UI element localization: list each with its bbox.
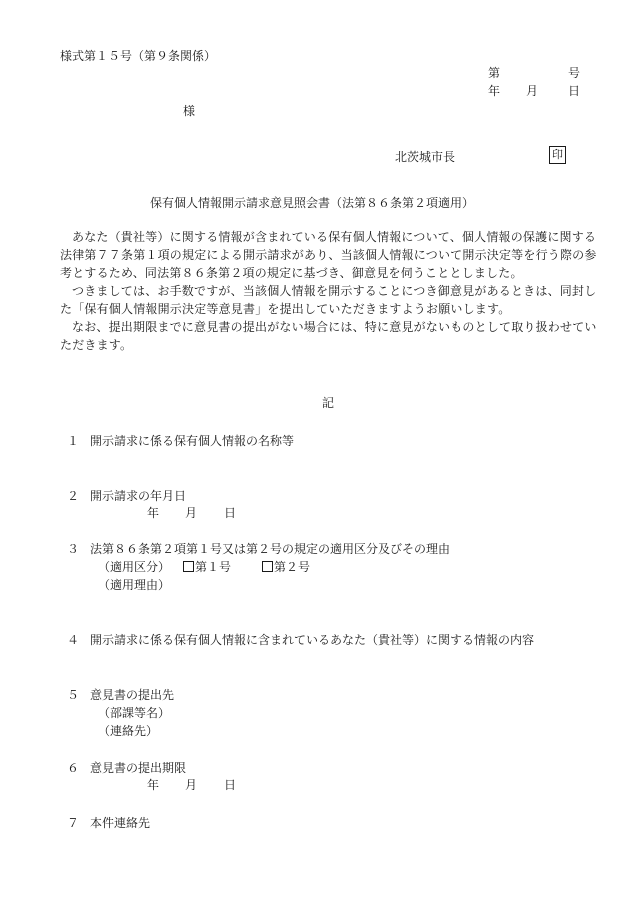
issuer-name: 北茨城市長 xyxy=(395,150,456,164)
body-paragraph: なお、提出期限までに意見書の提出がない場合には、特に意見がないものとして取り扱わせていただきます。 xyxy=(60,320,597,352)
document-number-prefix: 第 xyxy=(488,66,501,80)
item-number: ５ xyxy=(67,688,80,702)
item-number: ６ xyxy=(67,761,80,775)
option-item-2-label: 第２号 xyxy=(274,560,311,574)
deadline-month-label: 月 xyxy=(185,778,198,792)
body-text xyxy=(60,228,600,354)
option-item-1[interactable] xyxy=(183,558,231,576)
item-number: ７ xyxy=(67,816,80,830)
document-number-suffix: 号 xyxy=(568,66,581,80)
item-label-submission-destination: 意見書の提出先 xyxy=(90,688,175,702)
issue-date-year-label: 年 xyxy=(488,84,501,98)
item-number: ４ xyxy=(67,633,80,647)
body-paragraph: あなた（貴社等）に関する情報が含まれている保有個人情報について、個人情報の保護に関する法律第７７条第１項の規定による開示請求があり、当該個人情報について開示決定等を行う際の参考とするため、同法第８６条第２項の規定に基づき、御意見を伺うこととしました。 xyxy=(60,230,597,280)
ki-heading: 記 xyxy=(322,396,335,410)
seal-stamp-icon: 印 xyxy=(549,146,566,164)
item-label-applicable-category: 法第８６条第２項第１号又は第２号の規定の適用区分及びその理由 xyxy=(90,542,451,556)
item-number: ２ xyxy=(67,489,80,503)
option-item-1-label: 第１号 xyxy=(195,560,232,574)
contact-label: （連絡先） xyxy=(98,724,159,738)
request-date-year-label: 年 xyxy=(147,506,160,520)
document-title: 保有個人情報開示請求意見照会書（法第８６条第２項適用） xyxy=(150,196,475,210)
checkbox-icon[interactable] xyxy=(262,561,273,572)
item-number: １ xyxy=(67,434,80,448)
applicable-reason-label: （適用理由） xyxy=(98,578,171,592)
item-label-request-date: 開示請求の年月日 xyxy=(90,489,187,503)
request-date-day-label: 日 xyxy=(224,506,237,520)
item-label-contact: 本件連絡先 xyxy=(90,816,151,830)
item-label-request-info-name: 開示請求に係る保有個人情報の名称等 xyxy=(90,434,295,448)
applicable-category-label: （適用区分） xyxy=(98,560,171,574)
addressee-suffix: 様 xyxy=(183,104,196,118)
checkbox-icon[interactable] xyxy=(183,561,194,572)
item-number: ３ xyxy=(67,542,80,556)
department-name-label: （部課等名） xyxy=(98,706,171,720)
deadline-day-label: 日 xyxy=(224,778,237,792)
issue-date-month-label: 月 xyxy=(526,84,539,98)
issue-date-day-label: 日 xyxy=(568,84,581,98)
item-label-submission-deadline: 意見書の提出期限 xyxy=(90,761,187,775)
request-date-month-label: 月 xyxy=(185,506,198,520)
body-paragraph: つきましては、お手数ですが、当該個人情報を開示することにつき御意見があるときは、同封した「保有個人情報開示決定等意見書」を提出していただきますようお願いします。 xyxy=(60,284,597,316)
item-label-info-content: 開示請求に係る保有個人情報に含まれているあなた（貴社等）に関する情報の内容 xyxy=(90,633,535,647)
option-item-2[interactable] xyxy=(262,558,310,576)
form-number: 様式第１５号（第９条関係） xyxy=(60,49,217,63)
deadline-year-label: 年 xyxy=(147,778,160,792)
